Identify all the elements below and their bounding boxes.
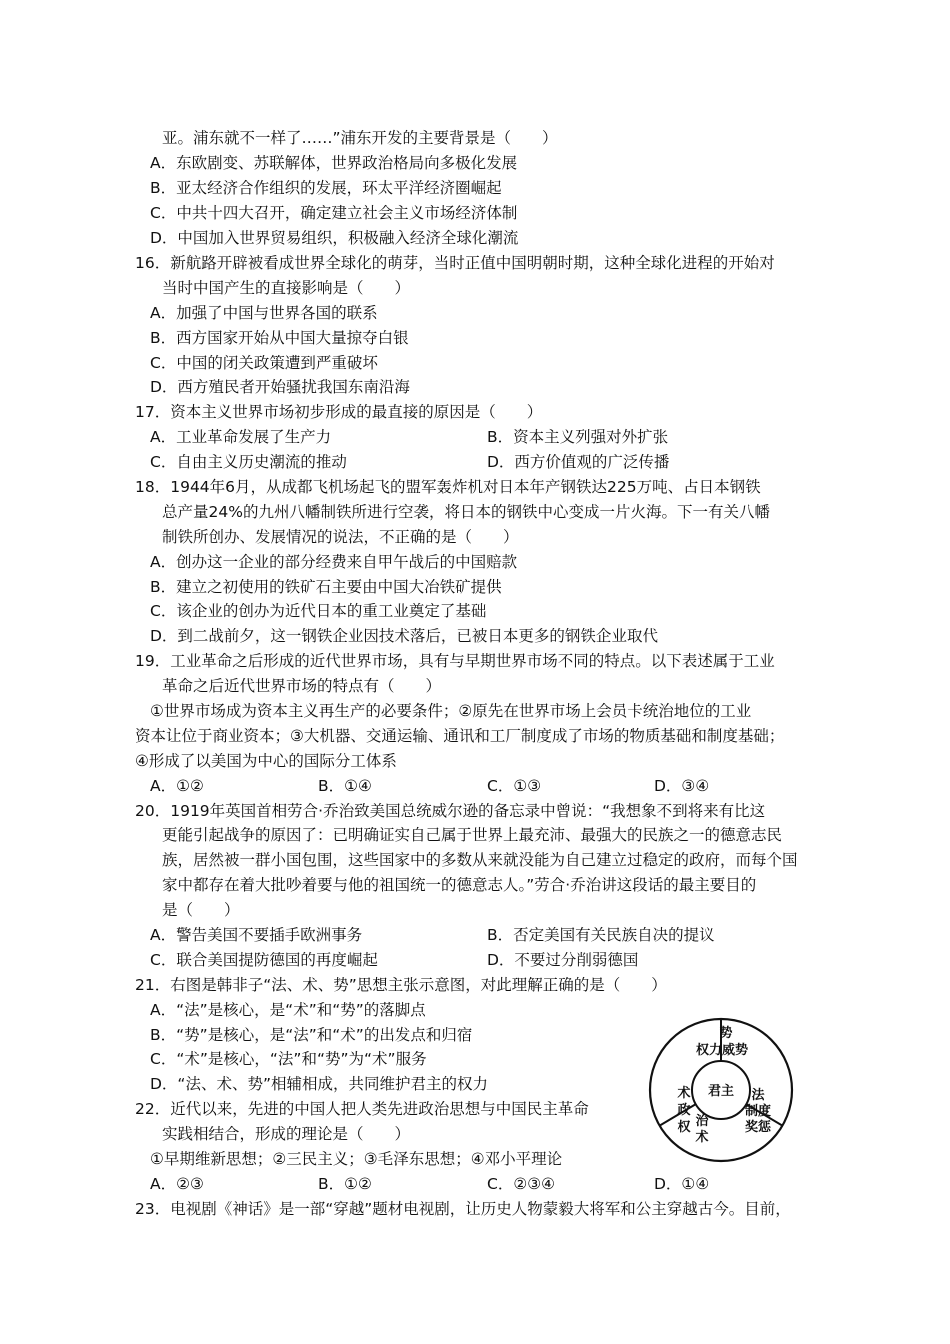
diagram-right-sub-1: 制度	[744, 1104, 772, 1119]
q21-option-d: D．“法、术、势”相辅相成，共同维护君主的权力	[150, 1075, 488, 1093]
q20-stem-cont-3: 家中都存在着大批吵着要与他的祖国统一的德意志人。”劳合·乔治讲这段话的最主要目的	[162, 876, 757, 894]
q16-option-d: D．西方殖民者开始骚扰我国东南沿海	[150, 378, 410, 396]
q22-statements: ①早期维新思想；②三民主义；③毛泽东思想；④邓小平理论	[150, 1150, 563, 1168]
q15-stem-end: 亚。浦东就不一样了……”浦东开发的主要背景是（ ）	[162, 129, 558, 147]
q17-option-b: B．资本主义列强对外扩张	[487, 428, 669, 446]
q18-option-a: A．创办这一企业的部分经费来自甲午战后的中国赔款	[150, 553, 518, 571]
q17-option-d: D．西方价值观的广泛传播	[487, 453, 670, 471]
q16-option-c: C．中国的闭关政策遭到严重破坏	[150, 354, 378, 372]
q22-option-c: C．②③④	[487, 1175, 556, 1193]
q19-statements-3: ④形成了以美国为中心的国际分工体系	[135, 752, 397, 770]
diagram-left-char-2: 政	[677, 1103, 691, 1118]
q18-stem-cont-1: 总产量24%的九州八幡制铁所进行空袭，将日本的钢铁中心变成一片火海。下一有关八幡	[162, 503, 770, 521]
q20-option-c: C．联合美国提防德国的再度崛起	[150, 951, 378, 969]
q20-stem: 20．1919年英国首相劳合·乔治致美国总统威尔逊的备忘录中曾说：“我想象不到将来有比这	[135, 802, 766, 820]
q16-option-b: B．西方国家开始从中国大量掠夺白银	[150, 329, 409, 347]
q21-option-c: C．“术”是核心，“法”和“势”为“术”服务	[150, 1050, 427, 1068]
q20-stem-cont-2: 族，居然被一群小国包围，这些国家中的多数从来就没能为自己建立过稳定的政府，而每个国	[162, 851, 798, 869]
q17-option-c: C．自由主义历史潮流的推动	[150, 453, 347, 471]
q18-option-c: C．该企业的创办为近代日本的重工业奠定了基础	[150, 602, 487, 620]
q20-stem-cont-1: 更能引起战争的原因了：已明确证实自己属于世界上最充沛、最强大的民族之一的德意志民	[162, 826, 783, 844]
q23-stem: 23．电视剧《神话》是一部“穿越”题材电视剧，让历史人物蒙毅大将军和公主穿越古今。目前，	[135, 1200, 791, 1218]
q16-option-a: A．加强了中国与世界各国的联系	[150, 304, 378, 322]
diagram-left-char-4: 治	[695, 1114, 709, 1129]
q17-option-a: A．工业革命发展了生产力	[150, 428, 332, 446]
diagram-right-sub-2: 奖惩	[744, 1120, 772, 1135]
q19-stem-cont: 革命之后近代世界市场的特点有（ ）	[162, 677, 442, 695]
q21-stem: 21．右图是韩非子“法、术、势”思想主张示意图，对此理解正确的是（ ）	[135, 976, 667, 994]
q20-stem-cont-4: 是（ ）	[162, 901, 240, 919]
q19-stem: 19．工业革命之后形成的近代世界市场，具有与早期世界市场不同的特点。以下表述属于工业	[135, 652, 775, 670]
q15-option-a: A．东欧剧变、苏联解体，世界政治格局向多极化发展	[150, 154, 518, 172]
q19-option-a: A．①②	[150, 777, 204, 795]
q16-stem: 16．新航路开辟被看成世界全球化的萌芽，当时正值中国明朝时期，这种全球化进程的开始对	[135, 254, 775, 272]
q18-stem-cont-2: 制铁所创办、发展情况的说法，不正确的是（ ）	[162, 528, 519, 546]
q18-option-d: D．到二战前夕，这一钢铁企业因技术落后，已被日本更多的钢铁企业取代	[150, 627, 658, 645]
diagram-left-char-3: 权	[677, 1120, 691, 1135]
q15-option-d: D．中国加入世界贸易组织，积极融入经济全球化潮流	[150, 229, 519, 247]
q22-stem: 22．近代以来，先进的中国人把人类先进政治思想与中国民主革命	[135, 1100, 589, 1118]
q19-option-b: B．①④	[318, 777, 372, 795]
q15-option-c: C．中共十四大召开，确定建立社会主义市场经济体制	[150, 204, 518, 222]
diagram-top-sub: 权力威势	[695, 1043, 749, 1058]
q19-statements-2: 资本让位于商业资本；③大机器、交通运输、通讯和工厂制度成了市场的物质基础和制度基础；	[135, 727, 785, 745]
q21-option-a: A．“法”是核心，是“术”和“势”的落脚点	[150, 1001, 426, 1019]
q18-stem: 18．1944年6月，从成都飞机场起飞的盟军轰炸机对日本年产钢铁达225万吨、占日本钢铁	[135, 478, 761, 496]
q19-statements-1: ①世界市场成为资本主义再生产的必要条件；②原先在世界市场上会员卡统治地位的工业	[150, 702, 752, 720]
q22-option-a: A．②③	[150, 1175, 204, 1193]
hanfei-fa-shu-shi-diagram	[646, 1015, 796, 1165]
q17-stem: 17．资本主义世界市场初步形成的最直接的原因是（ ）	[135, 403, 543, 421]
q15-option-b: B．亚太经济合作组织的发展，环太平洋经济圈崛起	[150, 179, 502, 197]
q19-option-d: D．③④	[654, 777, 710, 795]
diagram-center-label: 君主	[707, 1084, 735, 1099]
diagram-right-title: 法	[751, 1088, 765, 1103]
q20-option-b: B．否定美国有关民族自决的提议	[487, 926, 715, 944]
q21-option-b: B．“势”是核心，是“法”和“术”的出发点和归宿	[150, 1026, 473, 1044]
q20-option-a: A．警告美国不要插手欧洲事务	[150, 926, 363, 944]
q22-stem-cont: 实践相结合，形成的理论是（ ）	[162, 1125, 411, 1143]
diagram-top-title: 势	[719, 1026, 733, 1041]
q20-option-d: D．不要过分削弱德国	[487, 951, 639, 969]
q18-option-b: B．建立之初使用的铁矿石主要由中国大冶铁矿提供	[150, 578, 502, 596]
q22-option-b: B．①②	[318, 1175, 372, 1193]
diagram-left-char-1: 术	[677, 1086, 691, 1101]
q19-option-c: C．①③	[487, 777, 542, 795]
diagram-left-char-5: 术	[695, 1130, 709, 1145]
q22-option-d: D．①④	[654, 1175, 710, 1193]
q16-stem-cont: 当时中国产生的直接影响是（ ）	[162, 279, 411, 297]
